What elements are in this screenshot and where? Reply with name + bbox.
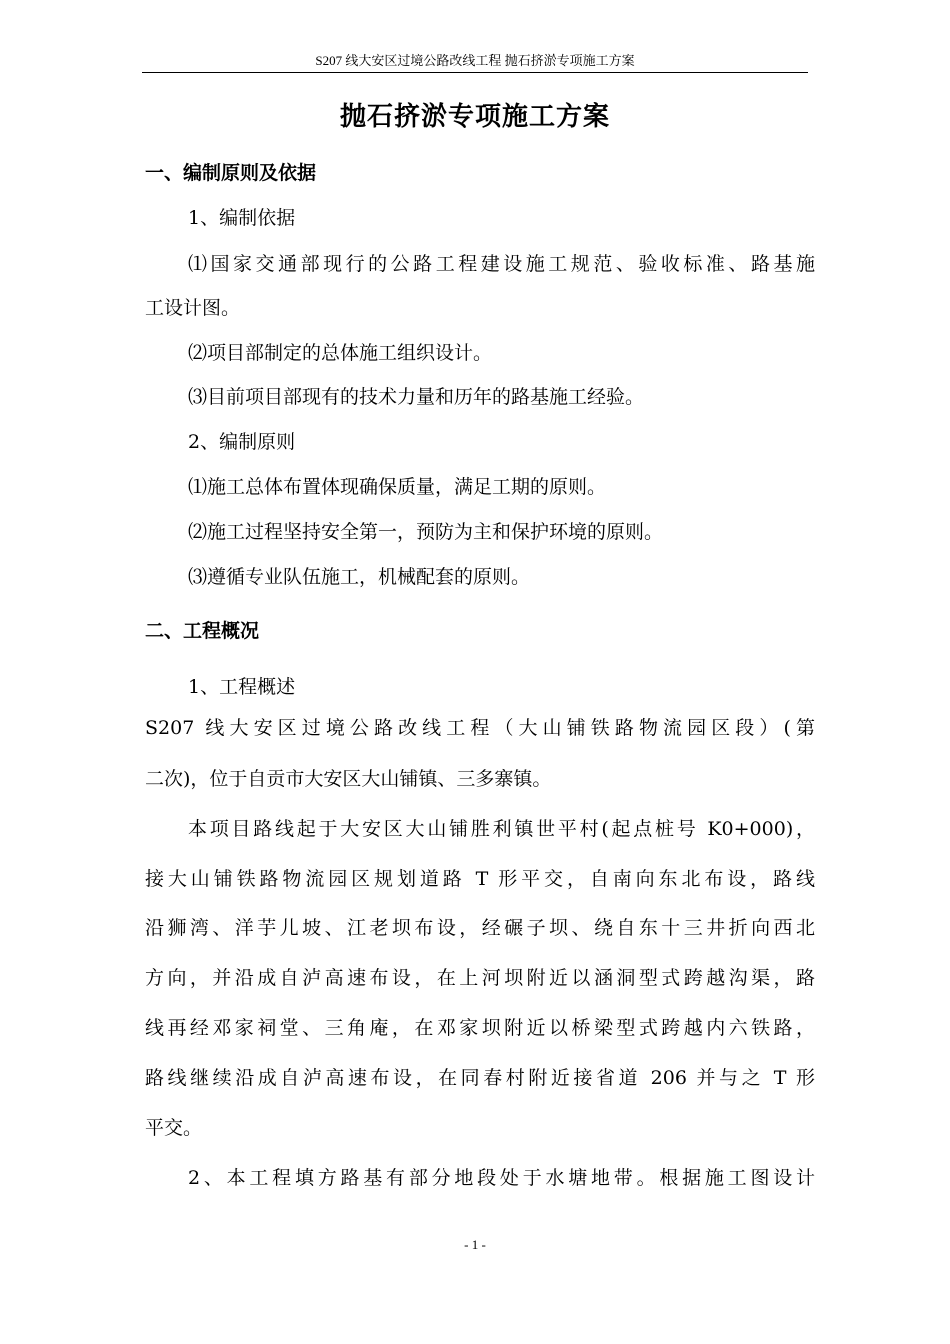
overview-line-1: S207 线大安区过境公路改线工程（大山铺铁路物流园区段）(第 <box>145 717 815 739</box>
basis-item-3: ⑶目前项目部现有的技术力量和历年的路基施工经验。 <box>188 386 645 408</box>
route-paragraph-line-4: 方向，并沿成自泸高速布设，在上河坝附近以涵洞型式跨越沟渠，路 <box>145 967 815 989</box>
route-paragraph-line-3: 沿狮湾、洋芋儿坡、江老坝布设，经碾子坝、绕自东十三井折向西北 <box>145 917 815 939</box>
basis-item-1-line-2: 工设计图。 <box>145 297 241 319</box>
document-title: 抛石挤淤专项施工方案 <box>339 102 610 132</box>
route-paragraph-line-7: 平交。 <box>145 1117 203 1139</box>
running-header: S207 线大安区过境公路改线工程 抛石挤淤专项施工方案 <box>315 53 635 68</box>
principle-item-3: ⑶遵循专业队伍施工，机械配套的原则。 <box>188 566 531 588</box>
basis-item-2: ⑵项目部制定的总体施工组织设计。 <box>188 342 493 364</box>
page-number: - 1 - <box>464 1237 486 1252</box>
section-heading-2: 二、工程概况 <box>145 620 260 642</box>
principle-item-2: ⑵施工过程坚持安全第一，预防为主和保护环境的原则。 <box>188 521 664 543</box>
subsection-heading-basis: 1、编制依据 <box>188 207 296 229</box>
header-divider <box>142 72 808 73</box>
route-paragraph-line-2: 接大山铺铁路物流园区规划道路 T 形平交，自南向东北布设，路线 <box>145 868 815 890</box>
section-heading-1: 一、编制原则及依据 <box>145 162 317 184</box>
basis-item-1-line-1: ⑴国家交通部现行的公路工程建设施工规范、验收标准、路基施 <box>188 253 815 275</box>
route-paragraph-line-6: 路线继续沿成自泸高速布设，在同春村附近接省道 206 并与之 T 形 <box>145 1067 815 1089</box>
subsection-heading-overview: 1、工程概述 <box>188 676 296 698</box>
principle-item-1: ⑴施工总体布置体现确保质量，满足工期的原则。 <box>188 476 607 498</box>
subsection-heading-principles: 2、编制原则 <box>188 431 296 453</box>
route-paragraph-line-1: 本项目路线起于大安区大山铺胜利镇世平村(起点桩号 K0+000)， <box>188 818 815 840</box>
overview-line-2: 二次)，位于自贡市大安区大山铺镇、三多寨镇。 <box>145 768 552 790</box>
route-paragraph-line-5: 线再经邓家祠堂、三角庵，在邓家坝附近以桥梁型式跨越内六铁路， <box>145 1017 815 1039</box>
fill-paragraph-line-1: 2、本工程填方路基有部分地段处于水塘地带。根据施工图设计 <box>188 1167 815 1189</box>
